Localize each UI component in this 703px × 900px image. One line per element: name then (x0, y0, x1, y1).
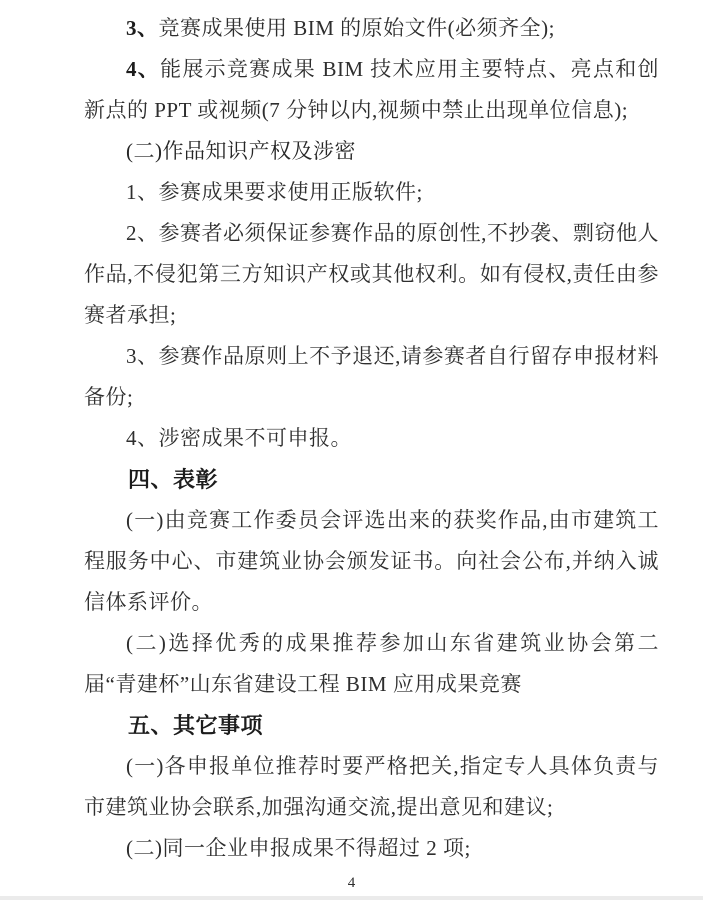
list-item-4-classified: 4、涉密成果不可申报。 (126, 426, 352, 450)
list-item-4-ppt-video (84, 49, 659, 131)
list-item-2-originality: 2、参赛者必须保证参赛作品的原创性,不抄袭、剽窃他人作品,不侵犯第三方知识产权或其他权利。如有侵权,责任由参赛者承担; (84, 221, 659, 327)
list-number-bold: 4、 (126, 57, 161, 81)
document-body (84, 8, 659, 869)
list-item-1-genuine-software: 1、参赛成果要求使用正版软件; (126, 180, 423, 204)
subsection-heading-ip-confidentiality: (二)作品知识产权及涉密 (126, 139, 356, 163)
paragraph-recommend-provincial: (二)选择优秀的成果推荐参加山东省建筑业协会第二届“青建杯”山东省建设工程 BIM 应用成果竞赛 (84, 631, 659, 696)
paragraph-award-certificates: (一)由竞赛工作委员会评选出来的获奖作品,由市建筑工程服务中心、市建筑业协会颁发证书。向社会公布,并纳入诚信体系评价。 (84, 508, 659, 614)
paragraph-strict-review: (一)各申报单位推荐时要严格把关,指定专人具体负责与市建筑业协会联系,加强沟通交流,提出意见和建议; (84, 754, 659, 819)
list-item-text: 竞赛成果使用 BIM 的原始文件(必须齐全); (158, 16, 555, 40)
list-number-bold: 3、 (126, 16, 159, 40)
page-number: 4 (347, 875, 356, 891)
page-bottom-edge (0, 896, 703, 900)
section-heading-commendation: 四、表彰 (128, 467, 219, 492)
list-item-3-no-return: 3、参赛作品原则上不予退还,请参赛者自行留存申报材料备份; (84, 344, 659, 409)
paragraph-max-two-entries: (二)同一企业申报成果不得超过 2 项; (126, 836, 471, 860)
section-heading-other-matters: 五、其它事项 (128, 713, 264, 738)
list-item-3-required-files (84, 8, 659, 49)
list-item-text: 能展示竞赛成果 BIM 技术应用主要特点、亮点和创新点的 PPT 或视频(7 分钟以内,视频中禁止出现单位信息); (84, 57, 660, 122)
